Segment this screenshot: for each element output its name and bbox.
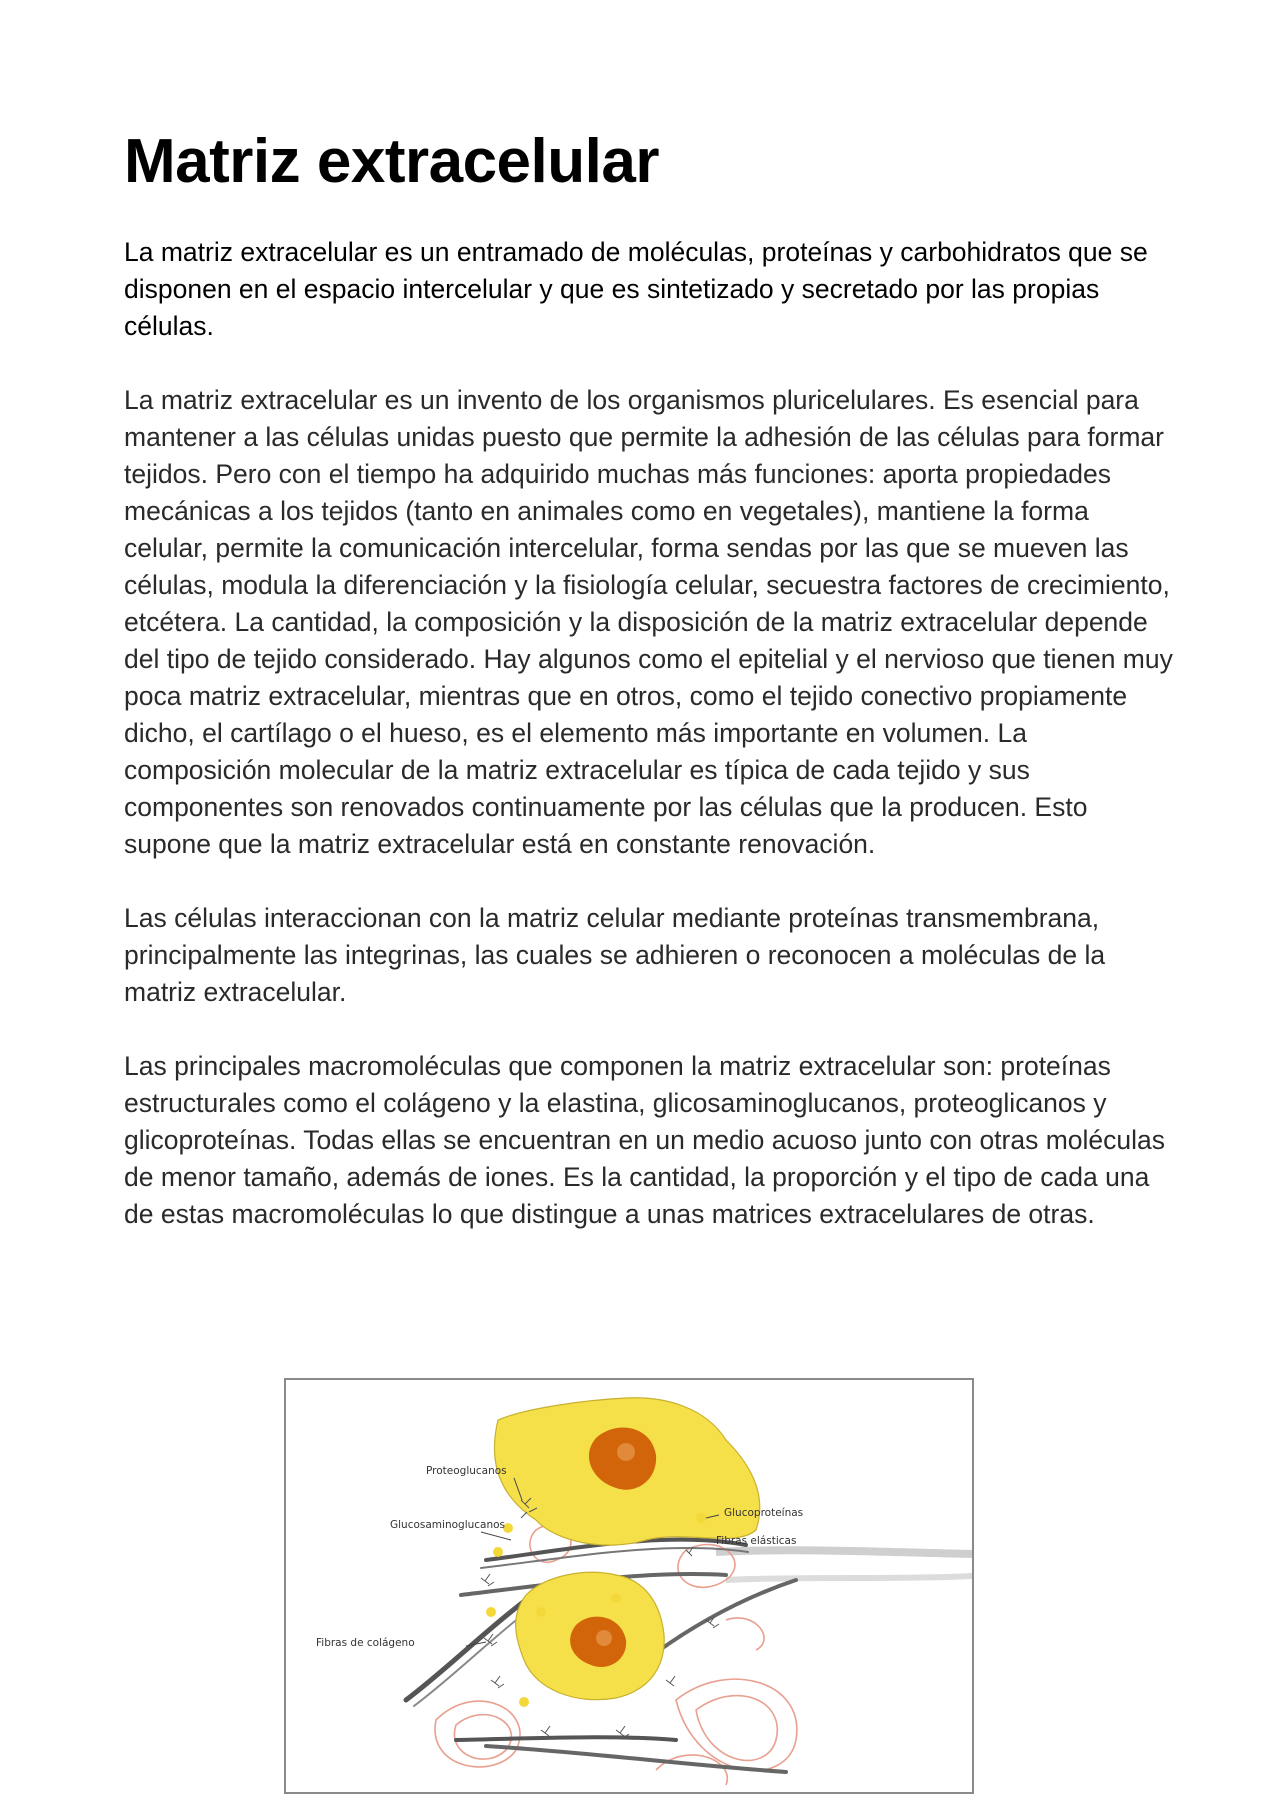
label-collagen-fibers: Fibras de colágeno <box>316 1637 415 1649</box>
label-proteoglycans: Proteoglucanos <box>426 1465 507 1477</box>
body-paragraph: La matriz extracelular es un invento de los organismos pluricelulares. Es esencial para mantener a las células unidas puesto que permite la adhesión de las células para formar tejidos. Pero con el tiempo ha adquirido muchas más funciones: aporta propiedades mecánicas a los tejidos (tanto en animales como en vegetales), mantiene la forma celular, permite la comunicación intercelular, forma sendas por las que se mueven las células, modula la diferenciación y la fisiología celular, secuestra factores de crecimiento, etcétera. La cantidad, la composición y la disposición de la matriz extracelular depende del tipo de tejido considerado. Hay algunos como el epitelial y el nervioso que tienen muy poca matriz extracelular, mientras que en otros, como el tejido conectivo propiamente dicho, el cartílago o el hueso, es el elemento más importante en volumen. La composición molecular de la matriz extracelular es típica de cada tejido y sus componentes son renovados continuamente por las células que la producen. Esto supone que la matriz extracelular está en constante renovación. <box>124 385 1173 860</box>
extracellular-matrix-diagram <box>284 1378 974 1794</box>
label-elastic-fibers: Fibras elásticas <box>716 1535 797 1547</box>
body-paragraph: Las células interaccionan con la matriz celular mediante proteínas transmembrana, principalmente las integrinas, las cuales se adhieren o reconocen a moléculas de la matriz extracelular. <box>124 903 1106 1008</box>
page-title: Matriz extracelular <box>124 127 659 196</box>
diagram-svg <box>286 1380 972 1792</box>
label-glycoproteins: Glucoproteínas <box>724 1507 804 1519</box>
label-glycosaminoglycans: Glucosaminoglucanos <box>390 1519 506 1531</box>
intro-paragraph: La matriz extracelular es un entramado de moléculas, proteínas y carbohidratos que se disponen en el espacio intercelular y que es sintetizado y secretado por las propias células. <box>124 237 1148 342</box>
body-paragraph: Las principales macromoléculas que componen la matriz extracelular son: proteínas estructurales como el colágeno y la elastina, glicosaminoglucanos, proteoglicanos y glicoproteínas. Todas ellas se encuentran en un medio acuoso junto con otras moléculas de menor tamaño, además de iones. Es la cantidad, la proporción y el tipo de cada una de estas macromoléculas lo que distingue a unas matrices extracelulares de otras. <box>124 1051 1166 1230</box>
document-page <box>124 128 1174 1233</box>
elastic-fiber <box>716 1550 972 1554</box>
elastic-fiber <box>726 1576 972 1580</box>
